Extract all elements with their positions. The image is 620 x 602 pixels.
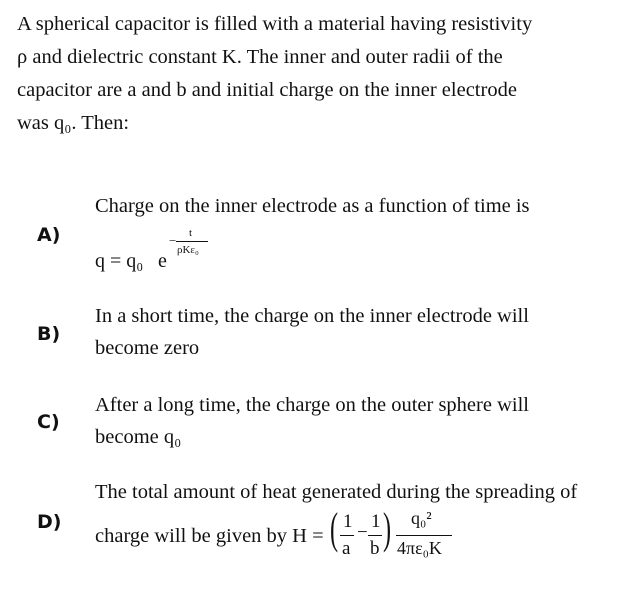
option-a-formula-base: e <box>158 250 167 272</box>
option-b-text-line-1: In a short time, the charge on the inner electrode will <box>95 305 529 327</box>
option-b-text-line-2: become zero <box>95 337 200 359</box>
option-d-left-paren: ( <box>330 504 339 553</box>
option-a-exp-fraction-line <box>176 241 208 242</box>
option-a-letter: A) <box>37 224 61 246</box>
option-d-f2-num: 1 <box>371 511 381 532</box>
option-d-letter: D) <box>37 511 62 533</box>
option-d-f3-den: 4πε₀K <box>397 538 442 558</box>
question-text <box>17 8 607 140</box>
question-line-4: was q₀. Then: <box>17 112 130 134</box>
option-d-right-paren: ) <box>383 504 392 553</box>
option-d-f2-den: b <box>370 538 380 559</box>
option-d-f3-num: q₀² <box>411 508 432 528</box>
option-c-letter: C) <box>37 411 60 433</box>
option-d-f3-line <box>396 535 452 536</box>
question-line-3: capacitor are a and b and initial charge on the inner electrode <box>17 79 517 101</box>
option-d-f1-num: 1 <box>343 511 353 532</box>
option-d-text-line-1: The total amount of heat generated during the spreading of <box>95 481 578 503</box>
option-a-formula-lhs: q = q₀ <box>95 250 144 272</box>
option-d-f1-line <box>340 535 354 536</box>
option-a-text: Charge on the inner electrode as a function of time is <box>95 195 530 217</box>
option-a-exp-den: ρKε₀ <box>177 244 199 256</box>
option-a-exp-sign: − <box>169 233 177 248</box>
question-line-1: A spherical capacitor is filled with a material having resistivity <box>17 13 533 35</box>
option-d-minus: − <box>357 522 368 543</box>
option-d-text-line-2: charge will be given by H = <box>95 525 324 547</box>
option-a-exp-num: t <box>189 227 193 239</box>
question-line-2: ρ and dielectric constant K. The inner and outer radii of the <box>17 46 503 68</box>
option-c-text-line-1: After a long time, the charge on the outer sphere will <box>95 394 529 416</box>
option-b-letter: B) <box>37 323 61 345</box>
option-d-f1-den: a <box>342 538 351 559</box>
option-c-text-line-2: become q₀ <box>95 426 182 448</box>
option-d-f2-line <box>368 535 382 536</box>
